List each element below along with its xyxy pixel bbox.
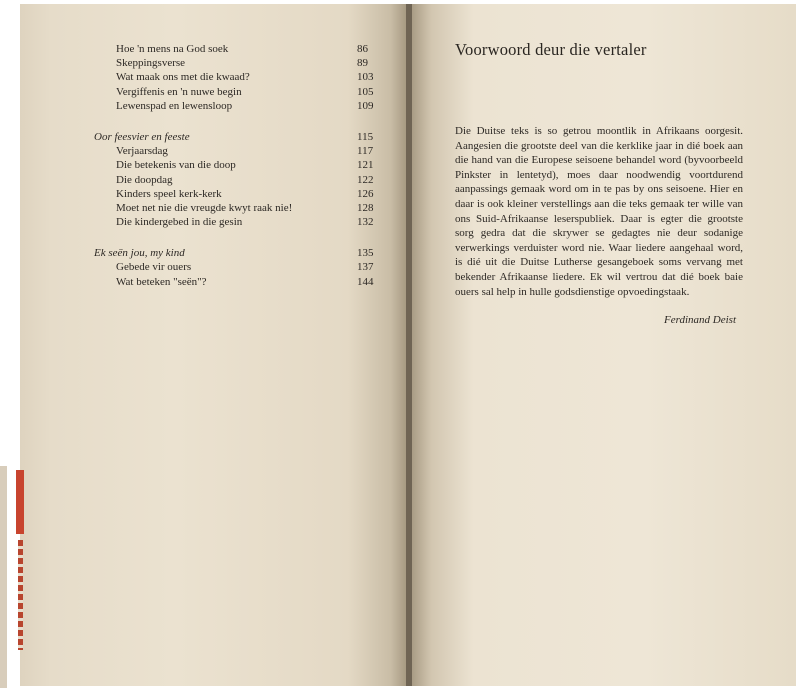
toc-section-heading bbox=[94, 130, 382, 144]
toc-entry bbox=[94, 144, 382, 158]
toc-entry bbox=[94, 260, 382, 274]
toc-heading-title: Oor feesvier en feeste bbox=[94, 130, 190, 143]
toc-entry-title: Hoe 'n mens na God soek bbox=[116, 43, 229, 55]
toc-entry-page: 86 bbox=[357, 43, 368, 55]
toc-entry bbox=[94, 85, 382, 99]
toc-entry bbox=[94, 158, 382, 172]
toc-entry bbox=[94, 275, 382, 289]
foreword-title: Voorwoord deur die vertaler bbox=[455, 40, 647, 59]
toc-entry bbox=[94, 56, 382, 70]
toc-entry-title: Skeppingsverse bbox=[116, 57, 186, 70]
toc-heading-title: Ek seën jou, my kind bbox=[94, 247, 185, 260]
table-of-contents bbox=[94, 42, 382, 306]
toc-entry-title: Die betekenis van die doop bbox=[116, 159, 236, 172]
red-spine-pattern bbox=[18, 540, 23, 650]
translator-signature: Ferdinand Deist bbox=[664, 314, 736, 326]
toc-entry-title: Lewenspad en lewensloop bbox=[116, 99, 233, 112]
toc-entry-title: Moet net nie die vreugde kwyt raak nie! bbox=[116, 201, 293, 214]
toc-entry bbox=[94, 173, 382, 187]
toc-entry-title: Die kindergebed in die gesin bbox=[116, 216, 243, 229]
toc-entry-page: 126 bbox=[357, 187, 374, 200]
book-edge-strip bbox=[0, 466, 7, 688]
toc-entry-page: 128 bbox=[357, 201, 374, 214]
toc-entry-title: Kinders speel kerk-kerk bbox=[116, 187, 222, 200]
red-spine-tab bbox=[16, 470, 24, 534]
toc-entry-title: Verjaarsdag bbox=[116, 145, 168, 158]
toc-entry-page: 109 bbox=[357, 99, 374, 112]
toc-entry bbox=[94, 215, 382, 229]
toc-entry-page: 132 bbox=[357, 216, 374, 229]
toc-entry bbox=[94, 42, 382, 56]
toc-entry-page: 117 bbox=[357, 145, 374, 158]
toc-entry bbox=[94, 70, 382, 84]
toc-entry bbox=[94, 187, 382, 201]
toc-entry-title: Gebede vir ouers bbox=[116, 261, 192, 274]
toc-section bbox=[94, 246, 382, 289]
toc-entry-page: 105 bbox=[357, 85, 374, 98]
toc-entry-page: 103 bbox=[357, 71, 374, 84]
toc-entry-title: Wat beteken "seën"? bbox=[116, 275, 207, 288]
toc-section bbox=[94, 130, 382, 229]
toc-entry-page: 89 bbox=[357, 57, 368, 70]
toc-entry-page: 137 bbox=[357, 261, 374, 274]
toc-entry-page: 122 bbox=[357, 173, 374, 186]
toc-heading-page: 115 bbox=[357, 130, 374, 143]
toc-entry-page: 121 bbox=[357, 159, 374, 172]
right-page bbox=[412, 4, 796, 686]
toc-entry-page: 144 bbox=[357, 275, 374, 288]
toc-heading-page: 135 bbox=[357, 247, 374, 260]
toc-section bbox=[94, 42, 382, 113]
toc-entry-title: Wat maak ons met die kwaad? bbox=[116, 71, 250, 84]
toc-entry bbox=[94, 201, 382, 215]
foreword-paragraph: Die Duitse teks is so getrou moontlik in Afrikaans oorgesit. Aangesien die grootste deel van die kerklike jaar in dié boek aan die hand van die Europese seisoene behandel word (byvoorbeeld Pinkster in lentetyd), moes daar noodwendig voortdurend aanpassings gemaak word om in te pas by ons seisoene. Hier en daar is ook kleiner verstellings aan die teks gemaak ter wille van ons Suid-Afrikaanse leserspubliek. Daar is egter die grootste sorg gedra dat die skrywer se gedagtes nie deur sodanige verwerkings verduister word nie. Waar liedere aangehaal word, is dié uit die Duitse Lutherse gesangeboek soms vervang met bekender Afrikaanse liedere. Ek wil vertrou dat dié boek baie ouers sal help in hulle godsdienstige opvoedingstaak. bbox=[455, 125, 743, 298]
toc-entry-title: Die doopdag bbox=[116, 173, 173, 186]
toc-entry-title: Vergiffenis en 'n nuwe begin bbox=[116, 85, 242, 98]
toc-section-heading bbox=[94, 246, 382, 260]
foreword-body bbox=[455, 124, 743, 299]
toc-entry bbox=[94, 99, 382, 113]
